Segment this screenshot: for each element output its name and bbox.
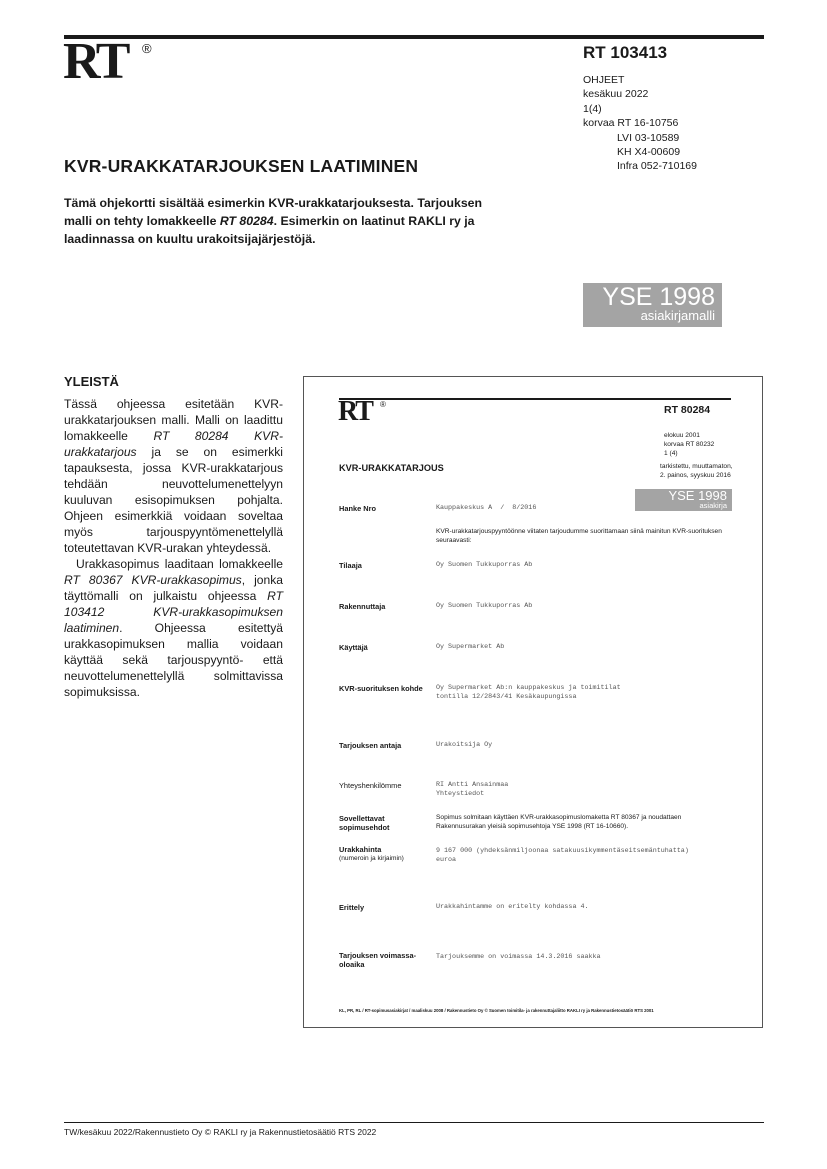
intro-part: Tämä ohjekortti sisältää esimerkin KVR-urakkatarjouksesta. Tarjouksen malli on tehty lomakkeelle <box>64 196 483 228</box>
label-erittely: Erittely <box>339 903 365 912</box>
reference: RT 80367 KVR-urakkasopimus <box>64 573 242 587</box>
text-run: ja se on esimerkki tapauksesta, jossa KVR-urakkatarjous tehdään neuvottelumenettelyyn kuuluvan esisopimuksen pohjalta. Ohjeen esimerkkiä voidaan soveltaa myös tarjouspyyntömenettelyllä toteutettavan KVR-urakan yhteydessä. <box>64 445 283 555</box>
page-title: KVR-URAKKATARJOUKSEN LAATIMINEN <box>64 156 419 176</box>
form-code: RT 80284 <box>664 404 711 416</box>
label-kayttaja: Käyttäjä <box>339 643 368 652</box>
section-body <box>64 396 283 700</box>
text-run: Tässä ohjeessa esitetään KVR-urakkatarjouksen malli. Malli on laadittu lomakkeelle <box>64 397 283 443</box>
form-title: KVR-URAKKATARJOUS <box>339 463 444 473</box>
section-heading: YLEISTÄ <box>64 374 119 389</box>
value-kohde: Oy Supermarket Ab:n kauppakeskus ja toimitilat tontilla 12/2843/41 Kesäkaupungissa <box>436 684 621 701</box>
form-intro-text: KVR-urakkatarjouspyyntöönne viitaten tarjoudumme suorittamaan siinä mainitun KVR-suorituksen seuraavasti: <box>436 528 722 544</box>
label-voimassaoloaika: Tarjouksen voimassa- oloaika <box>339 951 417 969</box>
document-meta <box>583 73 697 174</box>
meta-line: 1(4) <box>583 102 602 115</box>
label-hanke: Hanke Nro <box>339 504 376 513</box>
form-yse-subtitle: asiakirja <box>699 501 727 510</box>
label-urakkahinta-sub: (numeroin ja kirjaimin) <box>339 855 404 862</box>
label-antaja: Tarjouksen antaja <box>339 741 402 750</box>
form-meta-revision <box>660 463 733 481</box>
label-kohde: KVR-suorituksen kohde <box>339 684 423 693</box>
label-urakkahinta-text: Urakkahinta <box>339 845 382 854</box>
label-tilaaja: Tilaaja <box>339 561 362 570</box>
form-meta-line: korvaa RT 80232 <box>664 440 715 448</box>
reference: RT 80284 KVR-urakkatarjous <box>64 429 284 459</box>
meta-line: KH X4-00609 <box>617 146 681 159</box>
value-hanke: Kauppakeskus A / 8/2016 <box>436 504 537 512</box>
label-urakkahinta <box>339 845 404 863</box>
form-header-rule <box>339 398 731 400</box>
reference: RT 103412 KVR-urakkasopimuksen laatiminen <box>64 589 283 635</box>
form-meta-line: 1 (4) <box>664 449 678 457</box>
label-rakennuttaja: Rakennuttaja <box>339 602 386 611</box>
value-tilaaja: Oy Suomen Tukkuporras Ab <box>436 561 533 569</box>
meta-line: OHJEET <box>583 74 625 86</box>
value-sopimusehdot: Sopimus solmitaan käyttäen KVR-urakkasopimuslomaketta RT 80367 ja noudattaen Rakennusurakan yleisiä sopimusehtoja YSE 1998 (RT 16-10660). <box>436 814 682 830</box>
paragraph <box>64 556 283 700</box>
footer-rule <box>64 1122 764 1123</box>
label-sopimusehdot: Sovellettavat sopimusehdot <box>339 814 390 832</box>
meta-line: kesäkuu 2022 <box>583 88 649 101</box>
label-yhteyshenkilo: Yhteyshenkilömme <box>339 781 402 790</box>
form-meta <box>664 432 714 458</box>
value-antaja: Urakoitsija Oy <box>436 741 493 749</box>
form-preview <box>303 376 763 1028</box>
registered-mark: ® <box>142 41 152 56</box>
text-run: Urakkasopimus laaditaan lomakkeelle <box>76 557 283 571</box>
form-meta-line: elokuu 2001 <box>664 432 700 439</box>
form-meta-line: tarkistettu, muuttamaton, <box>660 463 733 470</box>
form-footer: KL, PR, RL / RT-sopimusasiakirjat / maaliskuu 2008 / Rakennustieto Oy © Suomen toimitila- ja rakennuttajaliitto RAKLI ry ja Rakennustietosäätiö RTS 2001 <box>339 1008 654 1013</box>
value-erittely: Urakkahintamme on eritelty kohdassa 4. <box>436 903 589 911</box>
paragraph <box>64 396 283 556</box>
page-footer: TW/kesäkuu 2022/Rakennustieto Oy © RAKLI ry ja Rakennustietosäätiö RTS 2022 <box>64 1127 377 1137</box>
intro-part: . Esimerkin on laatinut RAKLI ry ja laadinnassa on kuultu urakoitsijajärjestöjä. <box>64 214 475 246</box>
intro-text <box>64 194 504 248</box>
form-yse-title: YSE 1998 <box>668 488 727 503</box>
text-run: , jonka täyttömalli on julkaistu ohjeessa <box>64 573 283 603</box>
intro-reference: RT 80284 <box>219 214 274 228</box>
meta-line: korvaa RT 16-10756 <box>583 117 679 130</box>
yse-badge-subtitle: asiakirjamalli <box>640 308 715 323</box>
document-code: RT 103413 <box>583 43 668 62</box>
header-rule <box>64 35 764 39</box>
meta-line: Infra 052-710169 <box>617 160 697 173</box>
value-rakennuttaja: Oy Suomen Tukkuporras Ab <box>436 602 533 610</box>
form-registered-mark: ® <box>380 400 386 409</box>
meta-line: LVI 03-10589 <box>617 131 680 144</box>
yse-badge-title: YSE 1998 <box>602 283 715 311</box>
yse-badge <box>583 283 722 327</box>
form-meta-line: 2. painos, syyskuu 2016 <box>660 471 731 479</box>
form-yse-badge <box>635 489 732 511</box>
value-urakkahinta: 9 167 000 (yhdeksänmiljoonaa satakuusikymmentäseitsemäntuhatta) euroa <box>436 847 689 864</box>
form-rt-logo: RT <box>338 396 372 427</box>
value-voimassaoloaika: Tarjouksemme on voimassa 14.3.2016 saakka <box>436 953 601 961</box>
value-kayttaja: Oy Supermarket Ab <box>436 643 505 651</box>
value-yhteyshenkilo: RI Antti Ansainmaa Yhteystiedot <box>436 781 509 798</box>
text-run: . Ohjeessa esitettyä urakkasopimuksen mallia voidaan käyttää sekä tarjouspyyntö- että neuvottelumenettelyllä solmittavissa sopimuksissa. <box>64 621 283 699</box>
rt-logo: RT <box>63 33 128 90</box>
